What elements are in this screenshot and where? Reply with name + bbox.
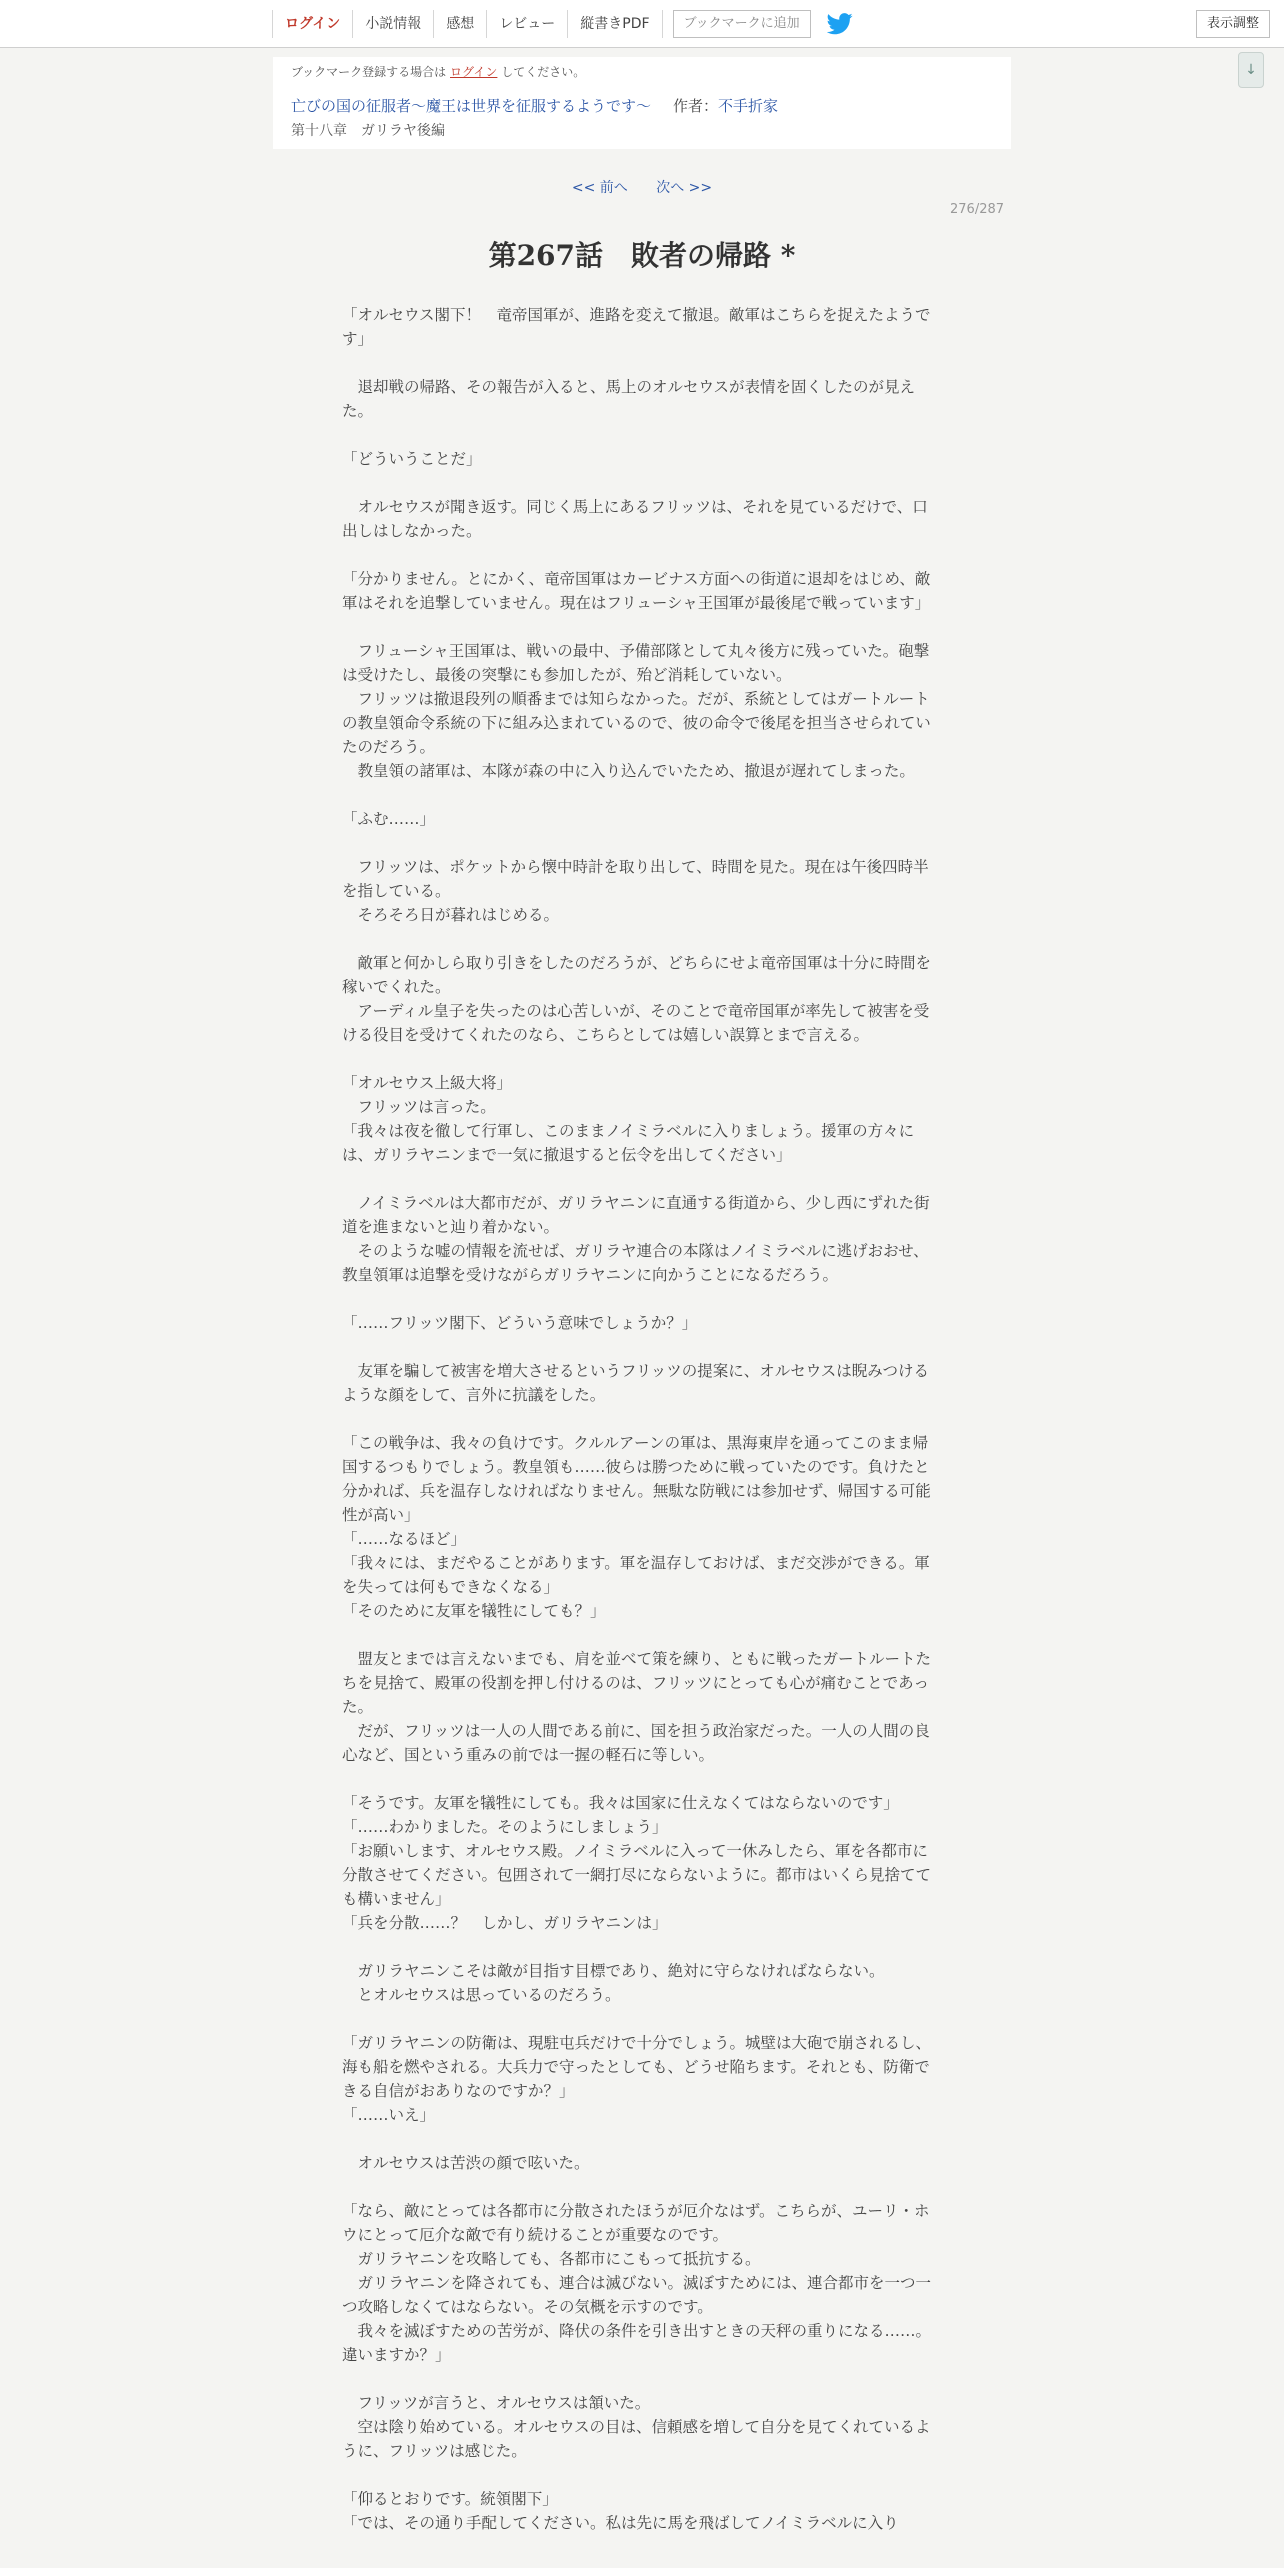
chapter-title: 第十八章 ガリラヤ後編 (291, 123, 445, 139)
body-paragraph: ガリラヤニンを降されても、連合は滅びない。滅ぼすためには、連合都市を一つ一つ攻略しなくてはならない。その気概を示すのです。 (342, 2274, 932, 2316)
episode-title: 第267話 敗者の帰路 * (488, 239, 796, 272)
body-paragraph: 「どういうことだ」 (342, 450, 482, 468)
body-paragraph: 「オルセウス閣下！ 竜帝国軍が、進路を変えて撤退。敵軍はこちらを捉えたようです」 (342, 306, 931, 348)
body-paragraph (342, 783, 942, 807)
novel-title-line (291, 95, 778, 116)
body-paragraph: フリッツは言った。 (342, 1098, 496, 1116)
body-paragraph: 「では、その通り手配してください。私は先に馬を飛ばしてノイミラベルに入り (342, 2514, 899, 2532)
body-paragraph: ガリラヤニンを攻略しても、各都市にこもって抵抗する。 (342, 2250, 761, 2268)
body-paragraph (342, 1623, 942, 1647)
body-paragraph (342, 2367, 942, 2391)
body-paragraph: 友軍を騙して被害を増大させるというフリッツの提案に、オルセウスは睨みつけるような顔をして、言外に抗議をした。 (342, 1362, 929, 1404)
note-suffix: してください。 (501, 65, 586, 79)
body-paragraph: 「ガリラヤニンの防衛は、現駐屯兵だけで十分でしょう。城壁は大砲で崩されるし、海も船を燃やされる。大兵力で守ったとしても、どうせ陥ちます。それとも、防衛できる自信がおありなのですか？」 (342, 2034, 932, 2100)
next-episode-link[interactable]: 次へ >> (656, 180, 713, 196)
nav-login[interactable]: ログイン (272, 10, 352, 38)
body-paragraph: 敵軍と何かしら取り引きをしたのだろうが、どちらにせよ竜帝国軍は十分に時間を稼いでくれた。 (342, 954, 932, 996)
body-paragraph: フリッツは撤退段列の順番までは知らなかった。だが、系統としてはガートルートの教皇領命令系統の下に組み込まれているので、彼の命令で後尾を担当させられていたのだろう。 (342, 690, 931, 756)
add-bookmark-button[interactable]: ブックマークに追加 (673, 10, 811, 38)
body-paragraph: 「……フリッツ閣下、どういう意味でしょうか？」 (342, 1314, 698, 1332)
novel-body-text (342, 303, 942, 2535)
body-paragraph: 「そのために友軍を犠牲にしても？」 (342, 1602, 606, 1620)
nav-vertical-pdf[interactable]: 縦書きPDF (567, 10, 662, 38)
note-prefix: ブックマーク登録する場合は (291, 65, 447, 79)
body-paragraph: 「仰るとおりです。統領閣下」 (342, 2490, 558, 2508)
nav-impressions[interactable]: 感想 (433, 10, 486, 38)
body-paragraph (342, 1167, 942, 1191)
body-paragraph: 「そうです。友軍を犠牲にしても。我々は国家に仕えなくてはならないのです」 (342, 1794, 899, 1812)
body-paragraph: 「……いえ」 (342, 2106, 436, 2124)
body-paragraph (342, 2127, 942, 2151)
body-paragraph (342, 1935, 942, 1959)
body-paragraph (342, 1287, 942, 1311)
body-paragraph: 「分かりません。とにかく、竜帝国軍はカービナス方面への街道に退却をはじめ、敵軍はそれを追撃していません。現在はフリューシャ王国軍が最後尾で戦っています」 (342, 570, 931, 612)
body-paragraph: 「ふむ……」 (342, 810, 436, 828)
body-paragraph (342, 2463, 942, 2487)
body-paragraph: ノイミラベルは大都市だが、ガリラヤニンに直通する街道から、少し西にずれた街道を進まないと辿り着かない。 (342, 1194, 930, 1236)
body-paragraph: フリッツが言うと、オルセウスは頷いた。 (342, 2394, 651, 2412)
body-paragraph: オルセウスは苦渋の顔で呟いた。 (342, 2154, 590, 2172)
body-paragraph: 教皇領の諸軍は、本隊が森の中に入り込んでいたため、撤退が遅れてしまった。 (342, 762, 915, 780)
body-paragraph: そのような嘘の情報を流せば、ガリラヤ連合の本隊はノイミラベルに逃げおおせ、教皇領軍は追撃を受けながらガリラヤニンに向かうことになるだろう。 (342, 1242, 929, 1284)
body-paragraph: アーディル皇子を失ったのは心苦しいが、そのことで竜帝国軍が率先して被害を受ける役目を受けてくれたのなら、こちらとしては嬉しい誤算とまで言える。 (342, 1002, 930, 1044)
body-paragraph (342, 1047, 942, 1071)
body-paragraph: そろそろ日が暮れはじめる。 (342, 906, 560, 924)
body-paragraph: フリッツは、ポケットから懐中時計を取り出して、時間を見た。現在は午後四時半を指している。 (342, 858, 929, 900)
body-paragraph: 「オルセウス上級大将」 (342, 1074, 513, 1092)
body-paragraph: 空は陰り始めている。オルセウスの目は、信頼感を増して自分を見てくれているように、フリッツは感じた。 (342, 2418, 931, 2460)
page-count: 276/287 (950, 202, 1005, 217)
body-paragraph (342, 543, 942, 567)
body-paragraph (342, 615, 942, 639)
body-paragraph: オルセウスが聞き返す。同じく馬上にあるフリッツは、それを見ているだけで、口出しはしなかった。 (342, 498, 928, 540)
body-paragraph: 「我々は夜を徹して行軍し、このままノイミラベルに入りましょう。援軍の方々には、ガリラヤニンまで一気に撤退すると伝令を出してください」 (342, 1122, 915, 1164)
body-paragraph: 盟友とまでは言えないまでも、肩を並べて策を練り、ともに戦ったガートルートたちを見捨て、殿軍の役割を押し付けるのは、フリッツにとっても心が痛むことであった。 (342, 1650, 932, 1716)
body-paragraph: ガリラヤニンこそは敵が目指す目標であり、絶対に守らなければならない。 (342, 1962, 885, 1980)
global-nav (272, 10, 853, 38)
body-paragraph: 「我々には、まだやることがあります。軍を温存しておけば、まだ交渉ができる。軍を失っては何もできなくなる」 (342, 1554, 930, 1596)
author-link[interactable]: 不手折家 (718, 97, 779, 115)
body-paragraph: だが、フリッツは一人の人間である前に、国を担う政治家だった。一人の人間の良心など、国という重みの前では一握の軽石に等しい。 (342, 1722, 930, 1764)
episode-pager (0, 177, 1284, 197)
body-paragraph (342, 351, 942, 375)
body-paragraph: 「この戦争は、我々の負けです。クルルアーンの軍は、黒海東岸を通ってこのまま帰国するつもりでしょう。教皇領も……彼らは勝つために戦っていたのです。負けたと分かれば、兵を温存しなければなりません。無駄な防戦には参加せず、帰国する可能性が高い」 (342, 1434, 931, 1524)
bookmark-login-note (291, 63, 585, 80)
novel-info-box (273, 57, 1011, 149)
nav-review[interactable]: レビュー (486, 10, 567, 38)
body-paragraph (342, 471, 942, 495)
body-paragraph (342, 1767, 942, 1791)
body-paragraph: 「お願いします、オルセウス殿。ノイミラベルに入って一休みしたら、軍を各都市に分散させてください。包囲されて一網打尽にならないように。都市はいくら見捨てても構いません」 (342, 1842, 932, 1908)
novel-title-link[interactable]: 亡びの国の征服者～魔王は世界を征服するようです～ (291, 97, 652, 115)
scroll-down-arrow-icon[interactable]: ↓ (1238, 52, 1264, 88)
note-login-link[interactable]: ログイン (450, 65, 498, 79)
body-paragraph: 退却戦の帰路、その報告が入ると、馬上のオルセウスが表情を固くしたのが見えた。 (342, 378, 916, 420)
prev-episode-link[interactable]: << 前へ (571, 180, 628, 196)
body-paragraph (342, 1407, 942, 1431)
body-paragraph: フリューシャ王国軍は、戦いの最中、予備部隊として丸々後方に残っていた。砲撃は受けたし、最後の突撃にも参加したが、殆ど消耗していない。 (342, 642, 930, 684)
display-settings-button[interactable]: 表示調整 (1196, 10, 1270, 38)
body-paragraph (342, 2175, 942, 2199)
body-paragraph: 「兵を分散……？ しかし、ガリラヤニンは」 (342, 1914, 668, 1932)
top-navigation-bar (0, 0, 1284, 48)
body-paragraph (342, 927, 942, 951)
nav-novel-info[interactable]: 小説情報 (352, 10, 433, 38)
body-paragraph (342, 2007, 942, 2031)
body-paragraph: 「……なるほど」 (342, 1530, 467, 1548)
body-paragraph (342, 1335, 942, 1359)
twitter-bird-icon[interactable] (827, 13, 853, 35)
body-paragraph: とオルセウスは思っているのだろう。 (342, 1986, 621, 2004)
body-paragraph: 「……わかりました。そのようにしましょう」 (342, 1818, 668, 1836)
author-label: 作者： (673, 97, 719, 115)
body-paragraph: 「なら、敵にとっては各都市に分散されたほうが厄介なはず。こちらが、ユーリ・ホウにとって厄介な敵で有り続けることが重要なのです。 (342, 2202, 930, 2244)
body-paragraph (342, 831, 942, 855)
body-paragraph (342, 423, 942, 447)
body-paragraph: 我々を滅ぼすための苦労が、降伏の条件を引き出すときの天秤の重りになる……。違いますか？」 (342, 2322, 932, 2364)
